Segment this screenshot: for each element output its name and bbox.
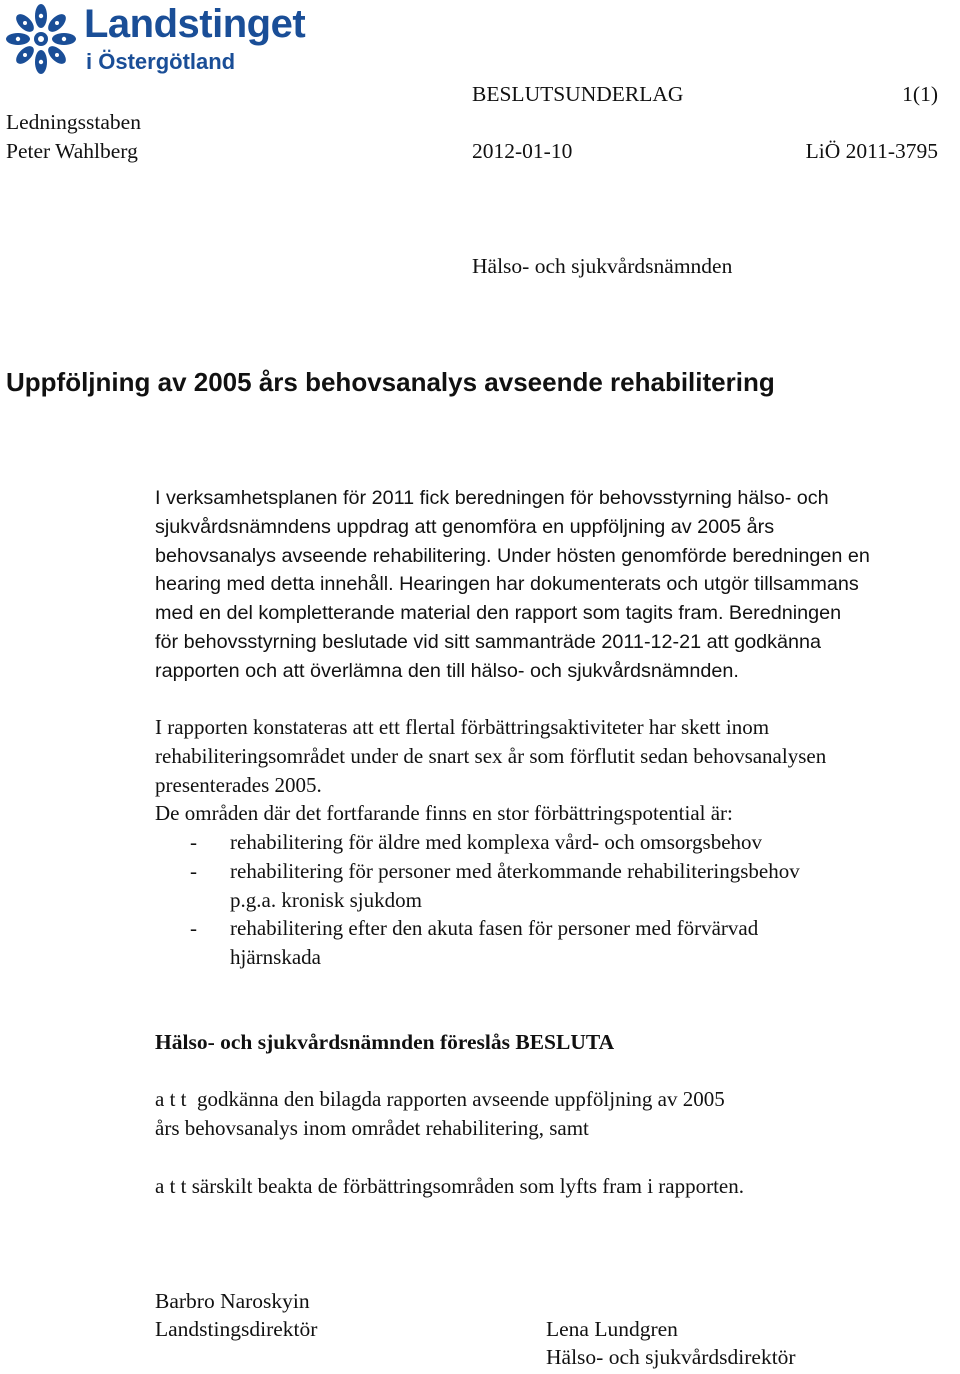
- bullet-dash: -: [190, 916, 197, 941]
- decision-heading: Hälso- och sjukvårdsnämnden föreslås BESLUTA: [155, 1030, 615, 1054]
- bullet-text: rehabilitering för äldre med komplexa vård- och omsorgsbehov: [230, 830, 763, 854]
- document-date: 2012-01-10: [472, 139, 573, 163]
- reference-number: LiÖ 2011-3795: [805, 139, 938, 163]
- decision-line: a t t godkänna den bilagda rapporten avseende uppföljning av 2005: [155, 1087, 725, 1111]
- logo-subtitle: i Östergötland: [86, 49, 236, 74]
- doc-type: BESLUTSUNDERLAG: [472, 82, 684, 106]
- page-title: Uppföljning av 2005 års behovsanalys avseende rehabilitering: [6, 367, 775, 397]
- findings-line: I rapporten konstateras att ett flertal förbättringsaktiviteter har skett inom: [155, 715, 770, 739]
- intro-paragraph: [155, 484, 960, 686]
- bullet-indent: [155, 886, 230, 915]
- recipient: Hälso- och sjukvårdsnämnden: [472, 254, 733, 278]
- list-item: [155, 914, 960, 943]
- findings-line: rehabiliteringsområdet under de snart sex år som förflutit sedan behovsanalysen: [155, 743, 827, 768]
- list-item-continuation: [155, 943, 960, 972]
- bullet-text: rehabilitering för personer med återkommande rehabiliteringsbehov: [230, 858, 800, 883]
- bullet-dash: -: [190, 830, 197, 854]
- bullet-text: rehabilitering efter den akuta fasen för personer med förvärvad: [230, 916, 759, 941]
- intro-line: med en del kompletterande material den rapport som tagits fram. Beredningen: [155, 602, 842, 625]
- page-number: 1(1): [902, 82, 938, 106]
- bullet-dash: -: [190, 858, 197, 883]
- intro-line: hearing med detta innehåll. Hearingen har dokumenterats och utgör tillsammans: [155, 573, 859, 596]
- intro-line: rapporten och att överlämna den till hälso- och sjukvårdsnämnden.: [155, 659, 739, 682]
- list-item: [155, 857, 960, 886]
- flower-emblem-icon: [4, 2, 78, 76]
- department: Ledningsstaben: [6, 110, 141, 134]
- signature-left-title: Landstingsdirektör: [155, 1317, 318, 1341]
- list-item-continuation: [155, 886, 960, 915]
- improvement-list: [155, 828, 960, 972]
- decision-line: års behovsanalys inom området rehabilitering, samt: [155, 1115, 589, 1140]
- intro-line: behovsanalys avseende rehabilitering. Under hösten genomförde beredningen en: [155, 544, 870, 567]
- bullet-text: p.g.a. kronisk sjukdom: [230, 887, 422, 912]
- intro-line: sjukvårdsnämndens uppdrag att genomföra en uppföljning av 2005 års: [155, 515, 775, 538]
- bullet-indent: [155, 943, 230, 972]
- author: Peter Wahlberg: [6, 139, 138, 163]
- list-item: [155, 828, 960, 857]
- intro-line: I verksamhetsplanen för 2011 fick beredningen för behovsstyrning hälso- och: [155, 487, 829, 509]
- logo-title: Landstinget: [84, 2, 306, 46]
- signature-right-name: Lena Lundgren: [546, 1317, 678, 1341]
- decision-item-1: [155, 1085, 960, 1143]
- signature-right-title: Hälso- och sjukvårdsdirektör: [546, 1345, 796, 1369]
- signature-left-name: Barbro Naroskyin: [155, 1289, 310, 1313]
- logo: [4, 2, 324, 80]
- intro-line: för behovsstyrning beslutade vid sitt sammanträde 2011-12-21 att godkänna: [155, 630, 822, 653]
- findings-paragraph: [155, 713, 960, 828]
- decision-item-2: a t t särskilt beakta de förbättringsområden som lyfts fram i rapporten.: [155, 1174, 744, 1198]
- findings-line: De områden där det fortfarande finns en stor förbättringspotential är:: [155, 801, 733, 826]
- bullet-text: hjärnskada: [230, 945, 321, 970]
- findings-line: presenterades 2005.: [155, 772, 322, 797]
